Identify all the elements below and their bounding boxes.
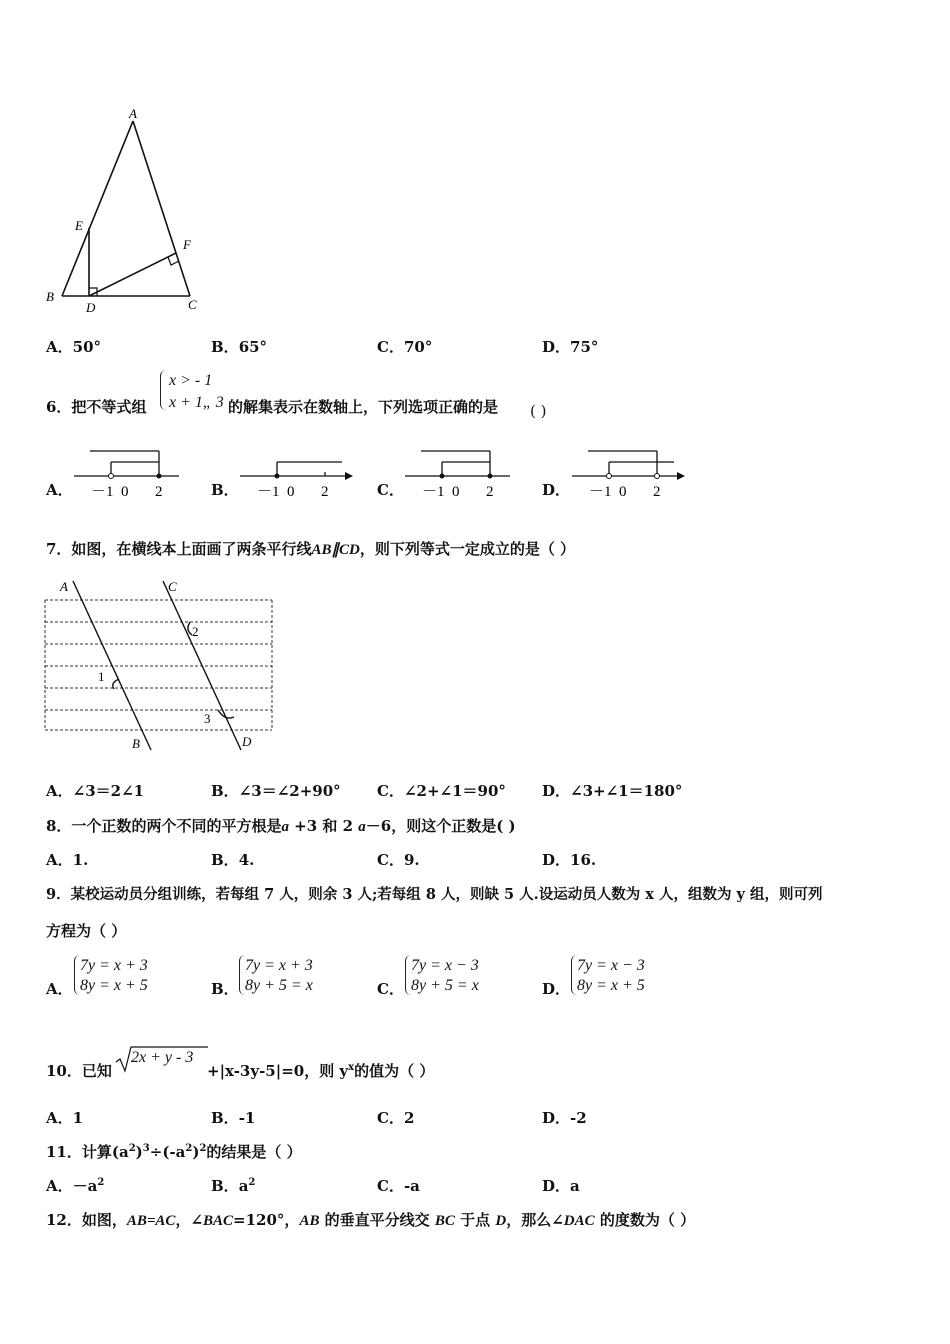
q6-numberline-b (240, 445, 355, 500)
tick-neg1: －1 (257, 484, 280, 500)
q5-option-a: A．50° (46, 338, 102, 356)
q8-option-a: A．1. (46, 851, 89, 869)
q10-rest: +|x-3y-5|=0，则 $y^x$的值为（ ） (207, 1062, 435, 1080)
label-b: B (46, 289, 54, 304)
q6-ineq-1: x > - 1 (169, 372, 213, 389)
q9-option-a-system (74, 955, 184, 999)
label-e: E (75, 218, 83, 233)
q6-option-c-letter: C． (377, 481, 404, 499)
q9-option-b-letter: B． (211, 980, 239, 998)
tick-two: 2 (653, 484, 661, 500)
q10-option-d: D．-2 (542, 1109, 587, 1127)
line-cd (163, 581, 241, 750)
q10-option-b: B．-1 (211, 1109, 256, 1127)
q9-c-eq1: 7y = x − 3 (411, 957, 479, 974)
q9-option-c-letter: C． (377, 980, 404, 998)
q6-inequality-system (160, 370, 230, 414)
q8-option-c: C．9. (377, 851, 420, 869)
q9-option-b-system (239, 955, 349, 999)
q7-option-d: D．∠3+∠1＝180° (542, 782, 683, 800)
q6-prefix: 6．把不等式组 (46, 398, 147, 416)
line-ab (73, 581, 151, 750)
label-d: D (86, 300, 96, 315)
q5-option-d: D．75° (542, 338, 599, 356)
q11-option-a: A．$-a^2$ (46, 1177, 105, 1195)
label-d: D (242, 734, 252, 749)
tick-neg1: －1 (91, 484, 114, 500)
q9-option-c-system (405, 955, 515, 999)
q6-option-a-letter: A． (46, 481, 73, 499)
angle-3-arc (218, 710, 234, 718)
tick-two: 2 (486, 484, 494, 500)
label-a: A (129, 106, 137, 121)
label-a: A (60, 579, 68, 594)
q5-option-b: B．65° (211, 338, 268, 356)
tick-zero: 0 (121, 484, 129, 500)
q9-d-eq2: 8y = x + 5 (577, 977, 645, 994)
q9-option-d-letter: D． (542, 980, 571, 998)
tick-two: 2 (321, 484, 329, 500)
q10-option-a: A．1 (46, 1109, 84, 1127)
parallel-lines-figure (40, 575, 280, 755)
angle-3-label: 3 (204, 711, 211, 726)
label-f: F (183, 237, 191, 252)
q5-option-c: C．70° (377, 338, 433, 356)
angle-1-label: 1 (98, 669, 105, 684)
q9-option-a-letter: A． (46, 980, 73, 998)
q8-option-b: B．4. (211, 851, 255, 869)
q11-stem: 11．计算$(a^2)^3\div(-a^2)^2$的结果是（ ） (46, 1143, 302, 1161)
q11-option-d: D．a (542, 1177, 580, 1195)
q6-paren: ( ) (530, 402, 547, 420)
label-b: B (132, 736, 140, 751)
q11-option-c: C．-a (377, 1177, 420, 1195)
q7-option-b: B．∠3＝∠2+90° (211, 782, 341, 800)
side-ab (62, 121, 133, 296)
q8-option-d: D．16. (542, 851, 597, 869)
q9-option-d-system (571, 955, 681, 999)
q6-option-d-letter: D． (542, 481, 571, 499)
triangle-figure (40, 105, 210, 320)
segment-df (89, 253, 176, 296)
q7-option-c: C．∠2+∠1＝90° (377, 782, 506, 800)
q10-option-c: C．2 (377, 1109, 415, 1127)
q9-b-eq2: 8y + 5 = x (245, 977, 313, 994)
q7-stem: 7．如图，在横线本上面画了两条平行线AB∥CD，则下列等式一定成立的是（ ） (46, 540, 576, 558)
q9-a-eq1: 7y = x + 3 (80, 957, 148, 974)
q9-stem-line2: 方程为（ ） (46, 922, 127, 940)
tick-zero: 0 (287, 484, 295, 500)
label-c: C (168, 579, 177, 594)
q10-prefix: 10．已知 (46, 1062, 112, 1080)
tick-zero: 0 (619, 484, 627, 500)
q11-option-b: B．$a^2$ (211, 1177, 256, 1195)
tick-neg1: －1 (589, 484, 612, 500)
q10-radicand: 2x + y - 3 (131, 1049, 194, 1066)
q8-stem: 8．一个正数的两个不同的平方根是a +3 和 2 a－6，则这个正数是( ) (46, 817, 516, 835)
q6-option-b-letter: B． (211, 481, 239, 499)
q6-ineq-2: x + 1„ 3 (169, 394, 224, 411)
q6-numberline-a (74, 445, 184, 500)
q6-suffix: 的解集表示在数轴上，下列选项正确的是 (228, 398, 499, 416)
q9-stem-line1: 9．某校运动员分组训练，若每组 7 人，则余 3 人;若每组 8 人，则缺 5 人.设运动员人数为 x 人，组数为 y 组，则可列 (46, 886, 823, 903)
label-c: C (188, 297, 197, 312)
q9-b-eq1: 7y = x + 3 (245, 957, 313, 974)
q6-numberline-d (572, 445, 687, 500)
q6-numberline-c (405, 445, 515, 500)
tick-zero: 0 (452, 484, 460, 500)
q9-d-eq1: 7y = x − 3 (577, 957, 645, 974)
tick-two: 2 (155, 484, 163, 500)
q12-stem: 12．如图，AB=AC，∠BAC=120°，AB 的垂直平分线交 BC 于点 D，那么∠DAC 的度数为（ ） (46, 1211, 696, 1229)
q7-option-a: A．∠3＝2∠1 (46, 782, 145, 800)
tick-neg1: －1 (422, 484, 445, 500)
q9-c-eq2: 8y + 5 = x (411, 977, 479, 994)
angle-2-label: 2 (192, 624, 199, 639)
q9-a-eq2: 8y = x + 5 (80, 977, 148, 994)
